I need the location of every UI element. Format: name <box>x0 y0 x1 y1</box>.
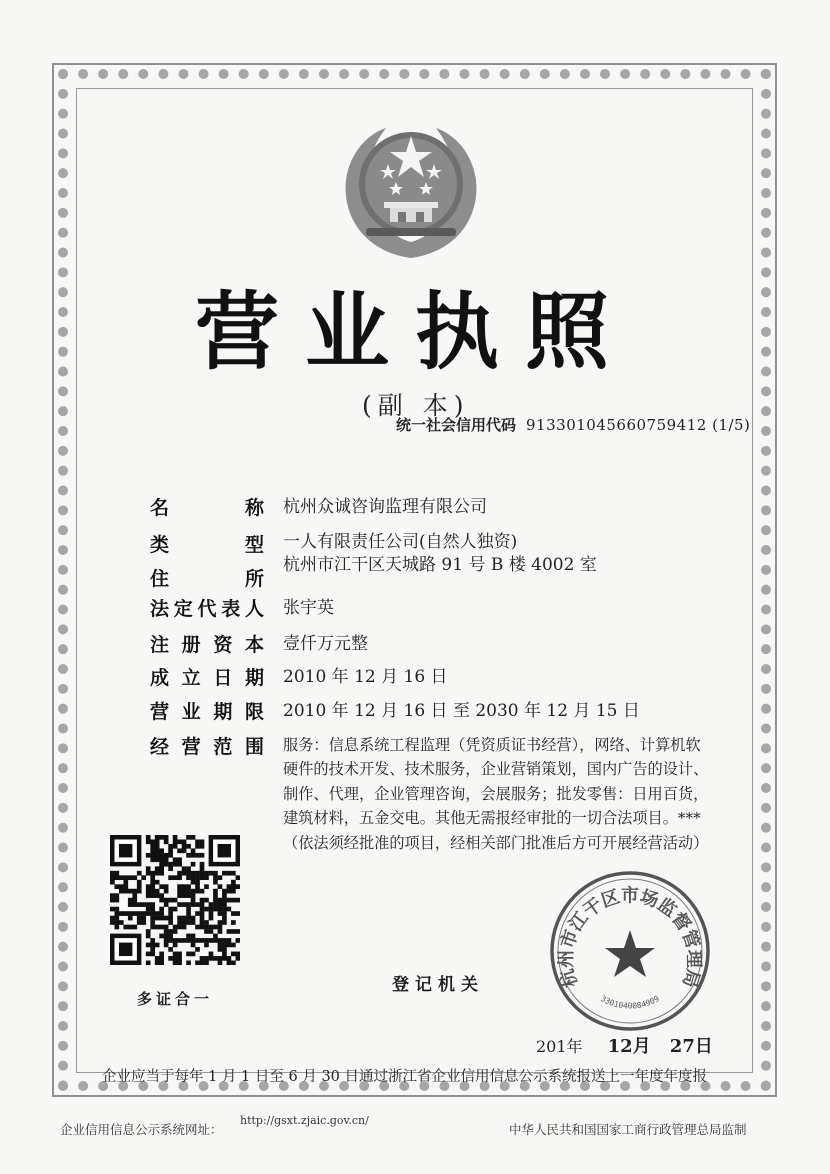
business-scope <box>283 733 743 855</box>
business-scope-line: 硬件的技术开发、技术服务，企业营销策划，国内广告的设计、 <box>283 760 709 779</box>
credit-code-value: 913301045660759412 (1/5) <box>526 416 751 434</box>
value-address: 杭州市江干区天城路 91 号 B 楼 4002 室 <box>283 555 597 575</box>
business-scope-line: （依法须经批准的项目，经相关部门批准后方可开展经营活动） <box>283 833 709 852</box>
business-scope-line: 建筑材料，五金交电。其他无需报经审批的一切合法项目。*** <box>283 809 701 828</box>
label-established-date: 成立日期 <box>150 667 264 689</box>
copy-subtitle: (副 本) <box>362 391 470 420</box>
footer-supervisor: 中华人民共和国国家工商行政管理总局监制 <box>509 1122 747 1137</box>
issue-date-year: 201年 <box>536 1037 583 1056</box>
business-scope-line: 制作、代理，企业管理咨询，会展服务；批发零售：日用百货， <box>283 784 709 803</box>
credit-code <box>396 414 750 435</box>
multi-certificate-label: 多证合一 <box>137 990 214 1008</box>
value-registered-capital: 壹仟万元整 <box>283 634 368 654</box>
value-established-date: 2010 年 12 月 16 日 <box>283 667 448 687</box>
issue-date <box>536 1032 713 1058</box>
footer-website-label: 企业信用信息公示系统网址： <box>60 1122 223 1137</box>
value-legal-representative: 张宇英 <box>283 598 334 618</box>
label-business-term: 营业期限 <box>150 701 264 723</box>
label-name: 名称 <box>150 497 264 519</box>
value-business-term: 2010 年 12 月 16 日 至 2030 年 12 月 15 日 <box>283 701 640 721</box>
value-name: 杭州众诚咨询监理有限公司 <box>283 497 487 517</box>
official-seal-stamp <box>547 868 713 1034</box>
issue-date-day: 27日 <box>669 1036 713 1057</box>
label-business-scope: 经营范围 <box>150 736 264 758</box>
svg-text:杭州市江干区市场监督管理局: 杭州市江干区市场监督管理局 <box>555 885 705 990</box>
registration-authority-label: 登记机关 <box>392 975 484 995</box>
value-type: 一人有限责任公司(自然人独资) <box>283 532 518 552</box>
label-registered-capital: 注册资本 <box>150 634 264 656</box>
qr-code-icon <box>110 835 240 965</box>
footer-website-url: http://gsxt.zjaic.gov.cn/ <box>240 1114 369 1127</box>
national-emblem-icon <box>336 122 486 262</box>
document-title: 营业执照 <box>194 283 635 381</box>
label-legal-representative: 法定代表人 <box>150 598 264 620</box>
business-scope-line: 服务：信息系统工程监理（凭资质证书经营），网络、计算机软 <box>283 736 701 754</box>
credit-code-label: 统一社会信用代码 <box>396 416 517 434</box>
annual-report-notice: 企业应当于每年 1 月 1 日至 6 月 30 日通过浙江省企业信用信息公示系统报送上一年度年度报 <box>102 1069 707 1085</box>
label-address: 住所 <box>150 568 264 590</box>
svg-text:3301040084909: 3301040084909 <box>599 994 661 1011</box>
label-type: 类型 <box>150 534 264 556</box>
issue-date-month: 12月 <box>607 1036 651 1057</box>
